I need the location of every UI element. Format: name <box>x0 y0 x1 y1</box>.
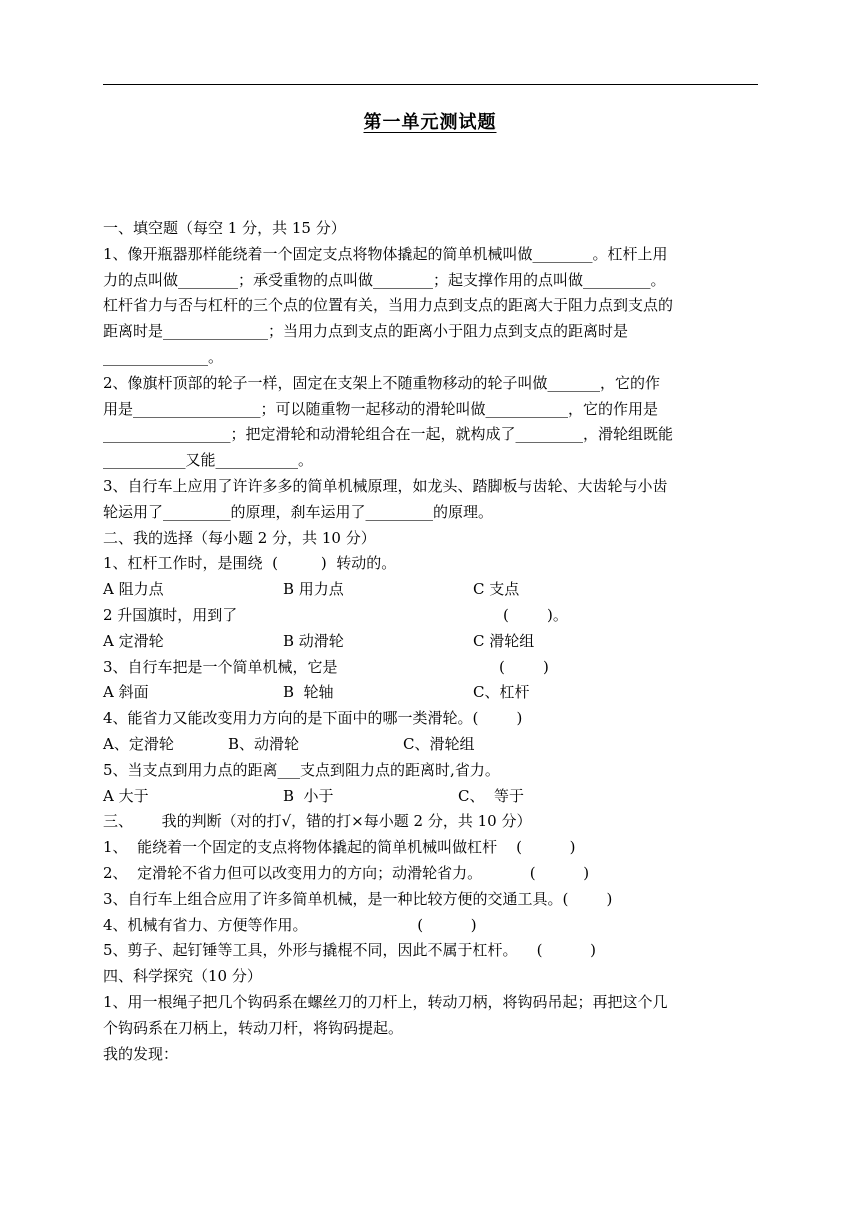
question-line: 5、当支点到用力点的距离___支点到阻力点的距离时,省力。 <box>103 760 500 779</box>
options-row <box>103 577 758 603</box>
section-heading: 二、我的选择（每小题 2 分，共 10 分） <box>103 528 376 547</box>
judge-item: 5、剪子、起钉锤等工具，外形与撬棍不同，因此不属于杠杆。 ( ) <box>103 941 597 960</box>
judge-item: 1、 能绕着一个固定的支点将物体撬起的简单机械叫做杠杆 ( ) <box>103 838 576 857</box>
judge-item: 2、 定滑轮不省力但可以改变用力的方向；动滑轮省力。 ( ) <box>103 863 590 882</box>
text-line: _________________；把定滑轮和动滑轮组合在一起，就构成了_________，滑轮组既能 <box>103 425 674 444</box>
answer-paren: ( )。 <box>503 605 568 624</box>
text-line: 1、像开瓶器那样能绕着一个固定支点将物体撬起的简单机械叫做________。杠杆上用 <box>103 244 668 263</box>
option: B 动滑轮 <box>283 631 344 650</box>
answer-paren: ( ) <box>499 657 549 676</box>
options-row <box>103 732 758 758</box>
question-line <box>103 655 758 681</box>
option: A 阻力点 <box>103 580 164 599</box>
text-line: 3、自行车上应用了许许多多的简单机械原理，如龙头、踏脚板与齿轮、大齿轮与小齿 <box>103 476 668 495</box>
test-content <box>103 216 758 1067</box>
section-heading: 一、填空题（每空 1 分，共 15 分） <box>103 219 346 237</box>
text-line: 轮运用了_________的原理，刹车运用了_________的原理。 <box>103 502 494 521</box>
section-heading: 三、 我的判断（对的打√，错的打×每小题 2 分，共 10 分） <box>103 812 532 831</box>
option: A、定滑轮 <box>103 734 174 753</box>
text-line: 个钩码系在刀柄上，转动刀杆，将钩码提起。 <box>103 1018 404 1037</box>
text-line: 杠杆省力与否与杠杆的三个点的位置有关，当用力点到支点的距离大于阻力点到支点的 <box>103 296 674 315</box>
option: A 斜面 <box>103 683 149 702</box>
option: C、 等于 <box>458 786 525 805</box>
section-heading: 四、科学探究（10 分） <box>103 967 262 986</box>
text-line: 力的点叫做________；承受重物的点叫做________；起支撑作用的点叫做_________。 <box>103 270 666 289</box>
judge-item: 4、机械有省力、方便等作用。 ( ) <box>103 915 477 934</box>
option: B 轮轴 <box>283 683 334 702</box>
text-line: 1、用一根绳子把几个钩码系在螺丝刀的刀杆上，转动刀柄，将钩码吊起；再把这个几 <box>103 992 668 1011</box>
option: C 滑轮组 <box>473 631 535 650</box>
option: C、滑轮组 <box>403 734 475 753</box>
text-line: 距离时是______________；当用力点到支点的距离小于阻力点到支点的距离时是 <box>103 322 629 341</box>
option: B 用力点 <box>283 580 344 599</box>
text-line: 2、像旗杆顶部的轮子一样，固定在支架上不随重物移动的轮子叫做_______，它的作 <box>103 373 661 392</box>
text-line: ______________。 <box>103 347 224 366</box>
question-line: 1、杠杆工作时，是围绕 ( ) 转动的。 <box>103 554 397 573</box>
text-line: 我的发现： <box>103 1044 179 1063</box>
options-row <box>103 680 758 706</box>
option: C 支点 <box>473 580 520 599</box>
options-row <box>103 784 758 810</box>
page-title: 第一单元测试题 <box>363 112 497 133</box>
option: C、杠杆 <box>473 683 530 702</box>
options-row <box>103 629 758 655</box>
question-line <box>103 603 758 629</box>
header-rule <box>103 84 758 85</box>
option: A 大于 <box>103 786 149 805</box>
question-text: 3、自行车把是一个简单机械，它是 <box>103 657 338 676</box>
option: B、动滑轮 <box>228 734 300 753</box>
option: B 小于 <box>283 786 334 805</box>
question-line: 4、能省力又能改变用力方向的是下面中的哪一类滑轮。( ) <box>103 709 523 728</box>
judge-item: 3、自行车上组合应用了许多简单机械，是一种比较方便的交通工具。( ) <box>103 889 613 908</box>
text-line: 用是_________________；可以随重物一起移动的滑轮叫做___________，它的作用是 <box>103 399 659 418</box>
question-text: 2 升国旗时，用到了 <box>103 605 238 624</box>
text-line: ___________又能___________。 <box>103 451 314 470</box>
option: A 定滑轮 <box>103 631 164 650</box>
